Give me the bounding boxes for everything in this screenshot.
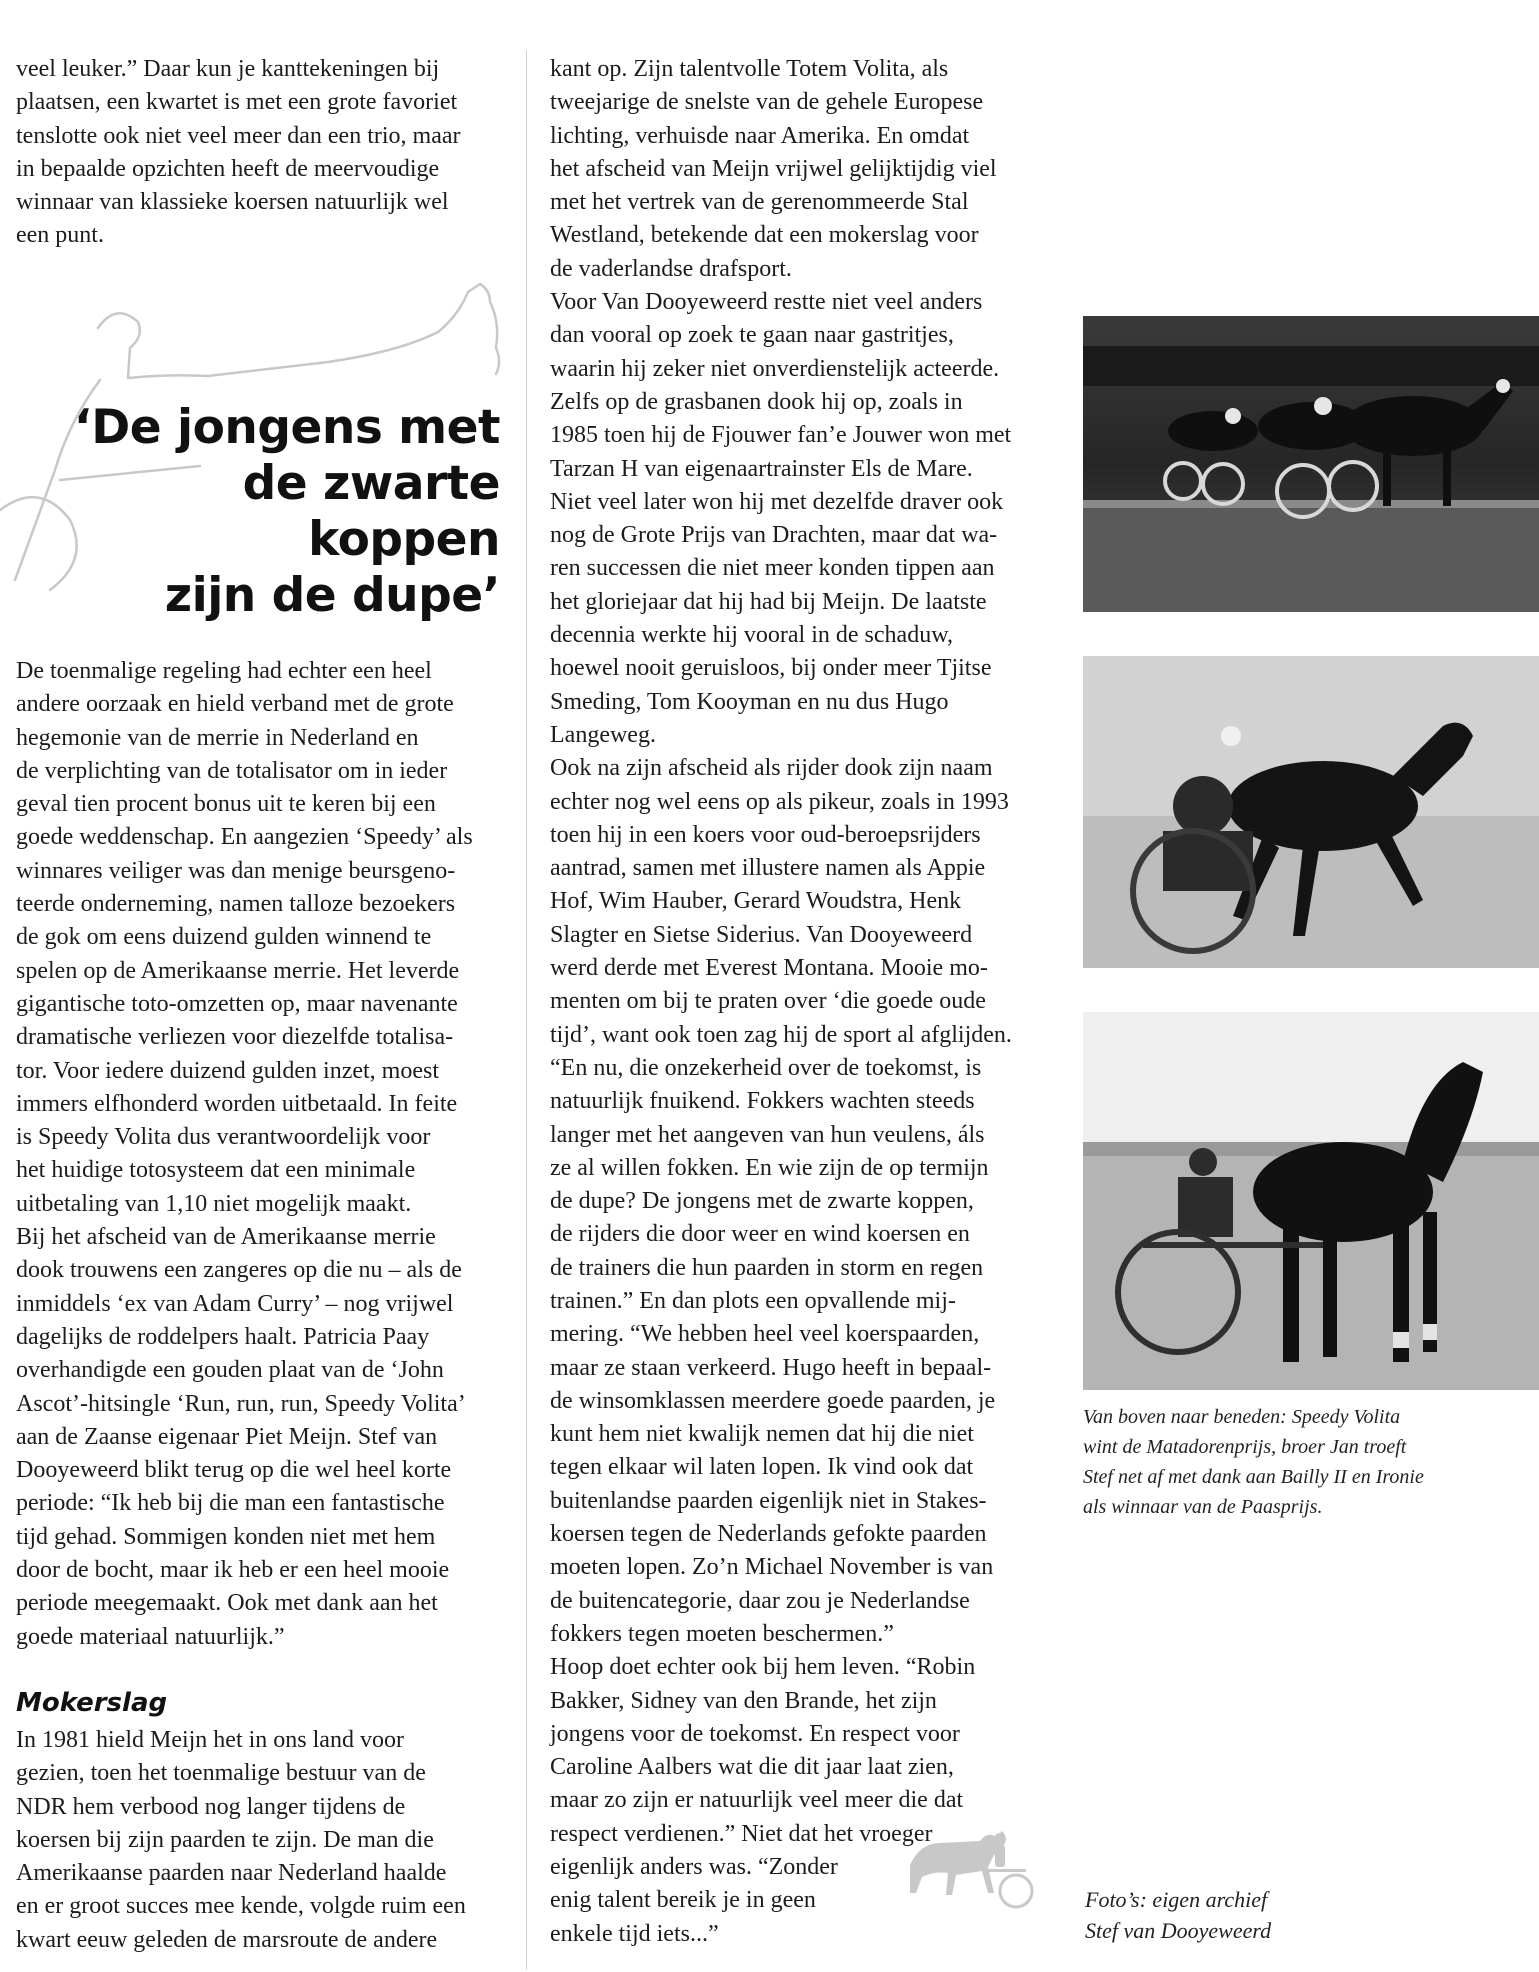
text-line: werd derde met Everest Montana. Mooie mo- [550,955,988,982]
text-line: echter nog wel eens op als pikeur, zoals in 1993 [550,788,1009,815]
text-line: De toenmalige regeling had echter een heel [16,658,432,684]
text-line: Slagter en Sietse Siderius. Van Dooyeweerd [550,921,973,948]
credit-line: Stef van Dooyeweerd [1085,1918,1272,1943]
text-line: periode meegemaakt. Ook met dank aan het [16,1590,438,1617]
text-line: Amerikaanse paarden naar Nederland haalde [16,1860,447,1887]
text-line: tor. Voor iedere duizend gulden inzet, moest [16,1057,440,1084]
text-line: de vaderlandse drafsport. [550,255,792,282]
text-line: mering. “We hebben heel veel koerspaarden, [550,1321,980,1348]
text-line: koersen tegen de Nederlands gefokte paarden [550,1521,987,1548]
text-line: Tarzan H van eigenaartrainster Els de Mare. [550,455,973,482]
pull-quote-line: zijn de dupe’ [164,568,500,623]
text-line: koersen bij zijn paarden te zijn. De man die [16,1826,434,1853]
text-line: jongens voor de toekomst. En respect voor [550,1720,960,1747]
text-line: dan vooral op zoek te gaan naar gastritjes, [550,322,954,349]
text-line: nog de Grote Prijs van Drachten, maar dat wa- [550,522,998,549]
text-line: trainen.” En dan plots een opvallende mij- [550,1287,956,1314]
text-line: de verplichting van de totalisator om in ieder [16,757,448,784]
text-line: gigantische toto-omzetten op, maar navenante [16,990,458,1017]
text-line: een punt. [16,222,104,249]
text-line: hegemonie van de merrie in Nederland en [16,724,419,751]
text-line: winnares veiliger was dan menige beursgeno- [16,857,456,884]
photo-race-middle [1083,656,1539,968]
text-line: en er groot succes mee kende, volgde ruim een [16,1893,466,1920]
text-line: maar ze staan verkeerd. Hugo heeft in bepaal- [550,1354,992,1381]
text-line: Bakker, Sidney van den Brande, het zijn [550,1687,937,1714]
text-line: winnaar van klassieke koersen natuurlijk wel [16,189,449,216]
pull-quote [60,400,500,624]
text-line: In 1981 hield Meijn het in ons land voor [16,1727,404,1753]
text-line: tijd gehad. Sommigen konden niet met hem [16,1523,436,1550]
text-line: Ook na zijn afscheid als rijder dook zijn naam [550,755,993,782]
photo-caption [1083,1402,1424,1522]
text-line: ze al willen fokken. En wie zijn de op termijn [550,1154,989,1181]
pull-quote-line: de zwarte koppen [242,456,500,567]
text-line: moeten lopen. Zo’n Michael November is van [550,1554,994,1581]
text-line: is Speedy Volita dus verantwoordelijk voor [16,1124,431,1151]
text-line: natuurlijk fnuikend. Fokkers wachten steeds [550,1088,975,1115]
text-line: goede weddenschap. En aangezien ‘Speedy’ als [16,824,473,851]
text-line: Zelfs op de grasbanen dook hij op, zoals in [550,388,963,415]
col2-text [550,53,1012,1951]
text-line: tweejarige de snelste van de gehele Europese [550,89,984,116]
text-line: gezien, toen het toenmalige bestuur van de [16,1760,426,1787]
text-line: tenslotte ook niet veel meer dan een trio, maar [16,122,461,149]
text-line: aantrad, samen met illustere namen als Appie [550,855,986,882]
text-line: Dooyeweerd blikt terug op die wel heel korte [16,1457,452,1484]
text-line: fokkers tegen moeten beschermen.” [550,1620,894,1647]
text-line: eigenlijk anders was. “Zonder [550,1854,838,1881]
photo-horse-image [1083,656,1539,968]
col1-body-text [16,655,473,1654]
section-subhead: Mokerslag [16,1688,168,1718]
text-line: de rijders die door weer en wind koersen en [550,1221,970,1248]
text-line: Caroline Aalbers wat die dit jaar laat zien, [550,1754,954,1781]
photo-credit [1085,1884,1271,1946]
text-line: “En nu, die onzekerheid over de toekomst, is [550,1054,982,1081]
text-line: de dupe? De jongens met de zwarte koppen, [550,1188,974,1215]
text-line: de gok om eens duizend gulden winnend te [16,924,432,951]
text-line: Voor Van Dooyeweerd restte niet veel anders [550,289,983,316]
text-line: periode: “Ik heb bij die man een fantastische [16,1490,445,1517]
text-line: dramatische verliezen voor diezelfde totalisa- [16,1024,454,1051]
text-line: 1985 toen hij de Fjouwer fan’e Jouwer won met [550,422,1012,449]
text-line: menten om bij te praten over ‘die goede oude [550,988,986,1015]
text-line: Ascot’-hitsingle ‘Run, run, run, Speedy Volita’ [16,1390,466,1417]
text-line: veel leuker.” Daar kun je kanttekeningen bij [16,56,440,82]
text-line: het afscheid van Meijn vrijwel gelijktijdig viel [550,155,997,182]
text-line: uitbetaling van 1,10 niet mogelijk maakt. [16,1190,412,1217]
photo-race-image [1083,316,1539,612]
text-line: Smeding, Tom Kooyman en nu dus Hugo [550,688,949,715]
text-line: kant op. Zijn talentvolle Totem Volita, als [550,56,949,82]
text-line: teerde onderneming, namen talloze bezoekers [16,891,456,918]
text-line: dagelijks de roddelpers haalt. Patricia Paay [16,1323,430,1350]
text-line: geval tien procent bonus uit te keren bij een [16,791,436,818]
text-line: Hoop doet echter ook bij hem leven. “Robin [550,1654,976,1681]
text-line: de trainers die hun paarden in storm en regen [550,1254,984,1281]
text-line: kwart eeuw geleden de marsroute de andere [16,1926,438,1953]
text-line: NDR hem verbood nog langer tijdens de [16,1793,406,1820]
caption-line: wint de Matadorenprijs, broer Jan troeft [1083,1436,1407,1458]
photo-race-bottom [1083,1012,1539,1390]
col1-bottom-text [16,1724,466,1957]
sulky-horse-icon [900,1825,1040,1910]
col1-top-text [16,53,461,253]
caption-line: als winnaar van de Paasprijs. [1083,1496,1323,1518]
text-line: overhandigde een gouden plaat van de ‘John [16,1357,444,1384]
photo-winner-image [1083,1012,1539,1390]
text-line: aan de Zaanse eigenaar Piet Meijn. Stef van [16,1423,438,1450]
text-line: waarin hij zeker niet onverdienstelijk acteerde. [550,355,1000,382]
text-line: in bepaalde opzichten heeft de meervoudige [16,155,440,182]
text-line: de winsomklassen meerdere goede paarden, je [550,1387,996,1414]
text-line: ren successen die niet meer konden tippen aan [550,555,995,582]
text-line: toen hij in een koers voor oud-beroepsrijders [550,821,981,848]
pull-quote-line: ‘De jongens met [73,400,500,455]
text-line: goede materiaal natuurlijk.” [16,1623,285,1650]
text-line: met het vertrek van de gerenommeerde Stal [550,189,969,216]
text-line: langer met het aangeven van hun veulens, áls [550,1121,985,1148]
credit-line: Foto’s: eigen archief [1085,1887,1268,1912]
text-line: enig talent bereik je in geen [550,1887,816,1914]
text-line: de buitencategorie, daar zou je Nederlandse [550,1587,970,1614]
text-line: lichting, verhuisde naar Amerika. En omdat [550,122,970,149]
text-line: tijd’, want ook toen zag hij de sport al afglijden. [550,1021,1012,1048]
text-line: hoewel nooit geruisloos, bij onder meer Tjitse [550,655,992,682]
caption-line: Stef net af met dank aan Bailly II en Ironie [1083,1466,1424,1488]
text-line: enkele tijd iets...” [550,1920,719,1947]
column-divider [526,50,527,1970]
text-line: maar zo zijn er natuurlijk veel meer die dat [550,1787,964,1814]
text-line: inmiddels ‘ex van Adam Curry’ – nog vrijwel [16,1290,454,1317]
photo-race-top [1083,316,1539,612]
text-line: Hof, Wim Hauber, Gerard Woudstra, Henk [550,888,962,915]
text-line: Niet veel later won hij met dezelfde draver ook [550,488,1004,515]
text-line: spelen op de Amerikaanse merrie. Het leverde [16,957,460,984]
text-line: het gloriejaar dat hij had bij Meijn. De laatste [550,588,987,615]
text-line: plaatsen, een kwartet is met een grote favoriet [16,89,458,116]
text-line: tegen elkaar wil laten lopen. Ik vind ook dat [550,1454,974,1481]
text-line: decennia werkte hij vooral in de schaduw, [550,622,953,649]
caption-line: Van boven naar beneden: Speedy Volita [1083,1406,1401,1428]
text-line: Bij het afscheid van de Amerikaanse merrie [16,1224,436,1251]
text-line: Langeweg. [550,721,656,748]
text-line: andere oorzaak en hield verband met de grote [16,691,454,718]
text-line: respect verdienen.” Niet dat het vroeger [550,1820,933,1847]
text-line: buitenlandse paarden eigenlijk niet in Stakes- [550,1487,987,1514]
text-line: door de bocht, maar ik heb er een heel mooie [16,1557,450,1584]
text-line: het huidige totosysteem dat een minimale [16,1157,416,1184]
text-line: kunt hem niet kwalijk nemen dat hij die niet [550,1421,974,1448]
text-line: dook trouwens een zangeres op die nu – als de [16,1257,462,1284]
text-line: Westland, betekende dat een mokerslag voor [550,222,979,249]
text-line: immers elfhonderd worden uitbetaald. In feite [16,1090,458,1117]
